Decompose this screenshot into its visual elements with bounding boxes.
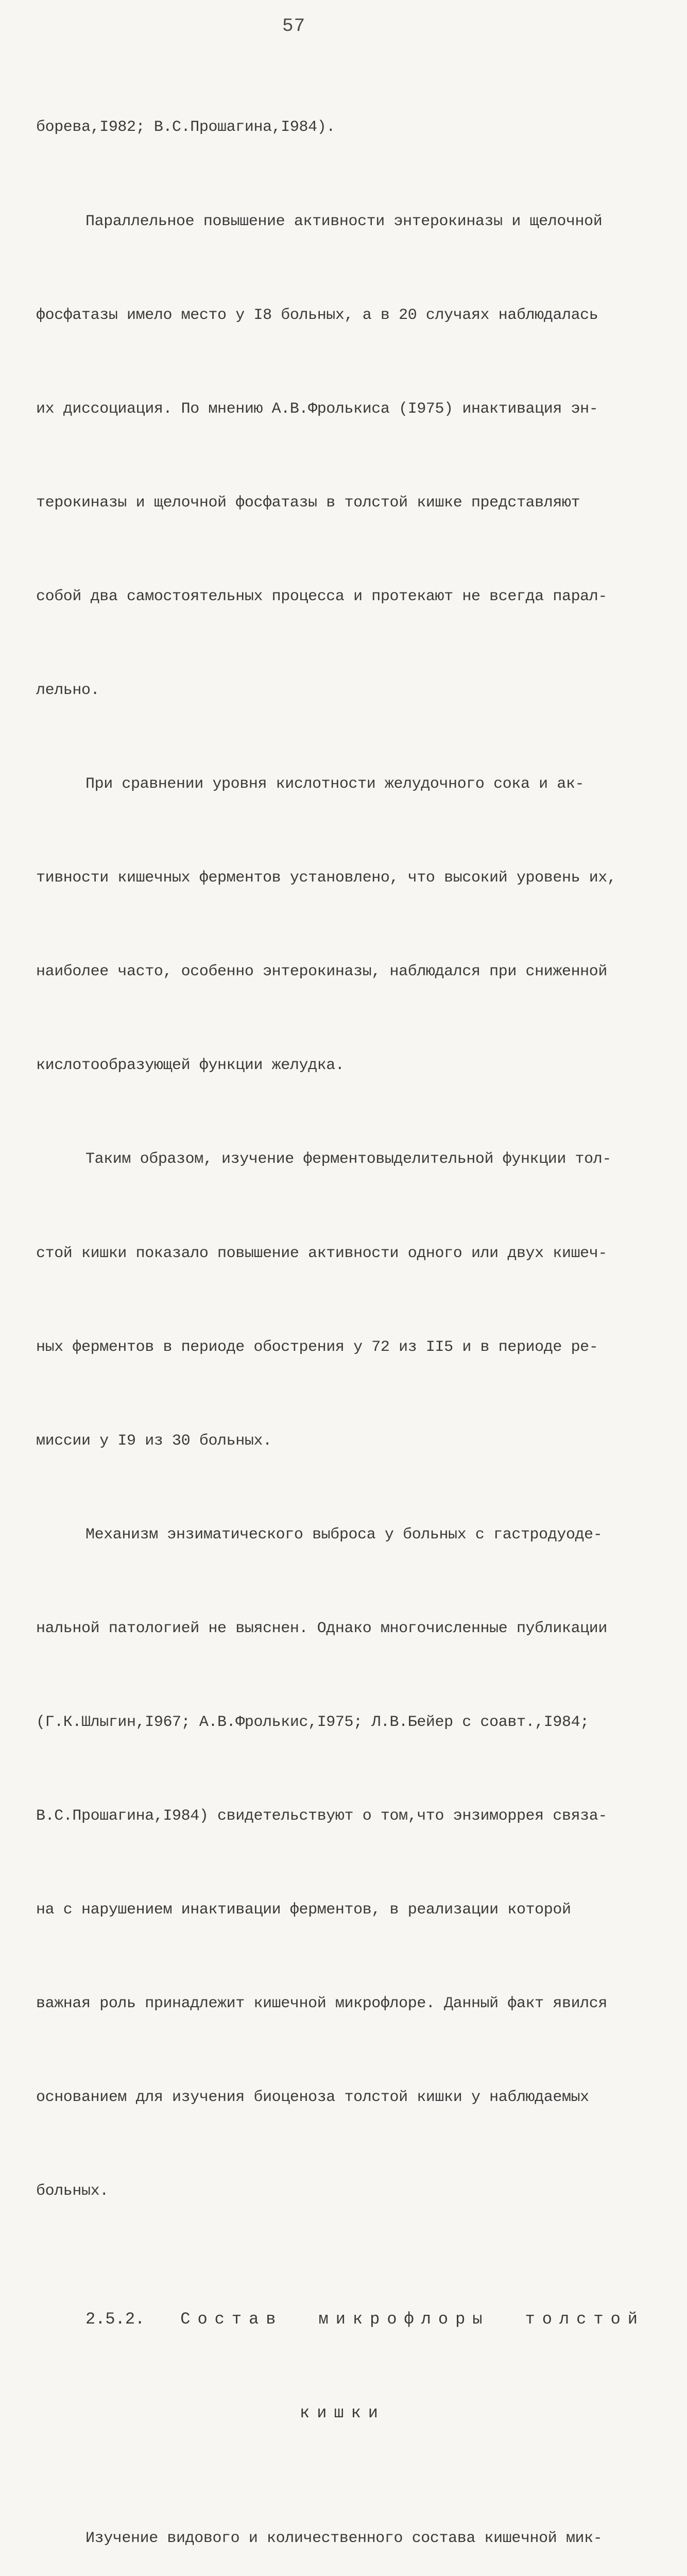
section-heading (36, 2304, 649, 2335)
text-line: Таким образом, изучение ферментовыделительной функции тол- (85, 1150, 611, 1168)
text-line: В.С.Прошагина,I984) свидетельствуют о том,что энзиморрея связа- (36, 1807, 607, 1825)
heading-word: микрофлоры (318, 2310, 490, 2329)
text-line: больных. (36, 2182, 109, 2200)
text-line: собой два самостоятельных процесса и протекают не всегда парал- (36, 587, 607, 605)
body-text (36, 49, 649, 2576)
text-line: Параллельное повышение активности энтерокиназы и щелочной (85, 212, 603, 230)
page-number: 57 (282, 15, 306, 37)
text-line: их диссоциация. По мнению А.В.Фролькиса (I975) инактивация эн- (36, 400, 598, 418)
text-line: борева,I982; В.С.Прошагина,I984). (36, 118, 335, 137)
text-line: тивности кишечных ферментов установлено, что высокий уровень их, (36, 869, 616, 887)
text-line: нальной патологией не выяснен. Однако многочисленные публикации (36, 1619, 607, 1637)
text-line: фосфатазы имело место у I8 больных, а в 20 случаях наблюдалась (36, 306, 598, 324)
text-line: терокиназы и щелочной фосфатазы в толстой кишке представляют (36, 494, 580, 512)
text-line: ных ферментов в периоде обострения у 72 из II5 и в периоде ре- (36, 1338, 598, 1356)
section-heading-continuation: кишки (299, 2403, 385, 2423)
text-line: на с нарушением инактивации ферментов, в реализации которой (36, 1901, 571, 1919)
text-line: (Г.К.Шлыгин,I967; А.В.Фролькис,I975; Л.В.Бейер с соавт.,I984; (36, 1714, 589, 1731)
text-line: основанием для изучения биоценоза толстой кишки у наблюдаемых (36, 2089, 589, 2107)
text-line: лельно. (36, 681, 100, 699)
heading-word: Состав (180, 2310, 283, 2329)
text-line: Механизм энзиматического выброса у больных с гастродуоде- (85, 1526, 603, 1544)
text-line: стой кишки показало повышение активности одного или двух кишеч- (36, 1244, 607, 1262)
text-line: При сравнении уровня кислотности желудочного сока и ак- (85, 775, 585, 793)
text-line: важная роль принадлежит кишечной микрофлоре. Данный факт явился (36, 1995, 607, 2013)
heading-word: толстой (525, 2310, 645, 2329)
text-line: наиболее часто, особенно энтерокиназы, наблюдался при сниженной (36, 963, 607, 981)
section-number: 2.5.2. (85, 2310, 145, 2329)
text-line: кислотообразующей функции желудка. (36, 1057, 345, 1075)
text-line: миссии у I9 из 30 больных. (36, 1432, 272, 1450)
text-line: Изучение видового и количественного состава кишечной мик- (85, 2530, 603, 2548)
